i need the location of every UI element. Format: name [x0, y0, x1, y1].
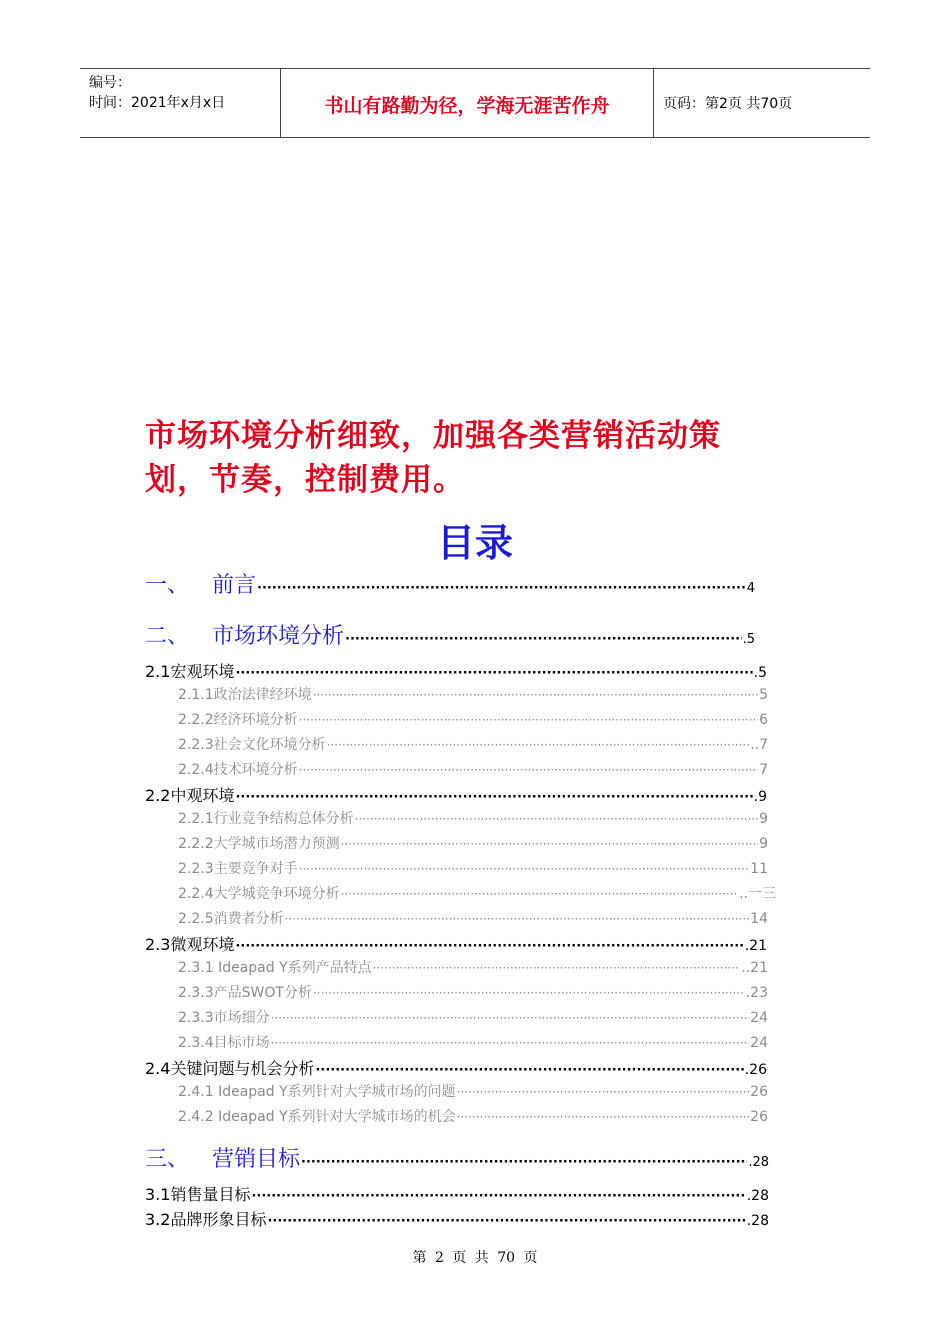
toc-leader-dots	[373, 961, 741, 975]
toc-entry[interactable]	[145, 1142, 769, 1173]
toc-leader-dots	[299, 763, 758, 777]
toc-entry-page: 9	[759, 811, 768, 827]
toc-entry-label: 2.3.1 Ideapad Y系列产品特点	[178, 960, 372, 976]
toc-entry-page: .5	[742, 632, 755, 647]
toc-leader-dots	[313, 688, 758, 702]
toc-leader-dots	[313, 986, 745, 1000]
toc-leader-dots	[327, 738, 750, 752]
toc-leader-dots	[285, 912, 750, 926]
toc-leader-dots	[257, 581, 746, 596]
toc-entry-page: 9	[759, 836, 768, 852]
toc-entry[interactable]	[178, 684, 768, 704]
toc-leader-dots	[301, 1155, 747, 1170]
toc-entry-label: 3.1销售量目标	[145, 1185, 251, 1204]
toc-entry-label: 2.2.2大学城市场潜力预测	[178, 836, 340, 852]
toc-entry-page: 14	[750, 911, 768, 927]
page-footer: 第 2 页 共 70 页	[412, 1250, 538, 1266]
toc-leader-dots	[235, 666, 752, 681]
toc-entry-page: .23	[745, 985, 768, 1001]
headline-line-2: 划，节奏，控制费用。	[145, 462, 465, 498]
toc-entry-page: .28	[746, 1213, 769, 1229]
toc-entry-page: 24	[750, 1035, 768, 1051]
toc-entry-label: 2.4关键问题与机会分析	[145, 1059, 315, 1078]
toc-entry-label: 2.4.1 Ideapad Y系列针对大学城市场的问题	[178, 1084, 456, 1100]
toc-entry-label: 2.1.1政治法律经环境	[178, 687, 312, 703]
toc-entry[interactable]	[178, 734, 768, 754]
serial-label: 编号：	[89, 75, 131, 91]
toc-entry[interactable]	[145, 1182, 769, 1205]
toc-entry-page: 5	[759, 687, 768, 703]
date-line: 时间：2021年x月x日	[89, 95, 226, 111]
toc-entry-label: 2.3.3市场细分	[178, 1010, 270, 1026]
toc-entry[interactable]	[178, 709, 768, 729]
toc-entry-page: 4	[746, 581, 755, 596]
toc-leader-dots	[355, 812, 758, 826]
toc-entry-label: 市场环境分析	[212, 624, 345, 649]
toc-entry[interactable]	[145, 619, 755, 650]
toc-leader-dots	[299, 713, 758, 727]
toc-entry-page: 11	[750, 861, 768, 877]
toc-entry-page: .28	[748, 1155, 769, 1170]
toc-entry[interactable]	[145, 1056, 767, 1079]
headline-line-1: 市场环境分析细致，加强各类营销活动策	[145, 418, 721, 454]
toc-entry-page: ..21	[741, 960, 768, 976]
toc-entry-label: 2.3.3产品SWOT分析	[178, 985, 312, 1001]
toc-leader-dots	[267, 1214, 745, 1229]
toc-entry-label: 2.2.3主要竞争对手	[178, 861, 298, 877]
toc-leader-dots	[271, 1011, 750, 1025]
toc-entry[interactable]	[178, 759, 768, 779]
toc-entry-page: .26	[744, 1062, 767, 1078]
header-page-info: 页码：第2页 共70页	[663, 96, 793, 112]
toc-title: 目录	[436, 521, 513, 565]
toc-entry-page: .28	[746, 1188, 769, 1204]
toc-leader-dots	[235, 939, 743, 954]
toc-leader-dots	[341, 837, 758, 851]
toc-entry-label: 营销目标	[212, 1147, 301, 1172]
toc-entry[interactable]	[178, 1007, 768, 1027]
toc-entry-label: 2.2.2经济环境分析	[178, 712, 298, 728]
toc-entry-label: 2.2.4大学城竞争环境分析	[178, 886, 340, 902]
toc-entry-page: 24	[750, 1010, 768, 1026]
toc-entry[interactable]	[145, 568, 755, 599]
toc-entry-number: 一、	[145, 573, 190, 598]
toc-entry[interactable]	[178, 957, 768, 977]
toc-entry[interactable]	[178, 1106, 768, 1126]
toc-entry[interactable]	[178, 883, 776, 903]
toc-entry-number: 二、	[145, 624, 190, 649]
toc-leader-dots	[345, 632, 742, 647]
toc-leader-dots	[457, 1110, 750, 1124]
toc-entry[interactable]	[178, 808, 768, 828]
toc-entry-label: 2.3.4目标市场	[178, 1035, 270, 1051]
toc-entry[interactable]	[178, 833, 768, 853]
toc-entry-page: .9	[753, 789, 767, 805]
toc-entry[interactable]	[178, 1081, 768, 1101]
toc-entry-label: 2.3微观环境	[145, 935, 235, 954]
toc-entry-page: .21	[744, 938, 767, 954]
toc-entry-label: 2.4.2 Ideapad Y系列针对大学城市场的机会	[178, 1109, 456, 1125]
toc-leader-dots	[251, 1189, 745, 1204]
toc-entry[interactable]	[178, 908, 768, 928]
toc-entry[interactable]	[145, 1207, 769, 1230]
toc-leader-dots	[235, 790, 752, 805]
toc-entry[interactable]	[178, 982, 768, 1002]
toc-entry-label: 2.2中观环境	[145, 786, 235, 805]
toc-entry-page: 26	[750, 1109, 768, 1125]
toc-leader-dots	[341, 887, 738, 901]
toc-entry-page: ..一三	[739, 886, 776, 902]
toc-entry[interactable]	[178, 1032, 768, 1052]
toc-entry-label: 3.2品牌形象目标	[145, 1210, 267, 1229]
toc-entry[interactable]	[145, 659, 767, 682]
toc-entry[interactable]	[145, 783, 767, 806]
toc-entry-page: 26	[750, 1084, 768, 1100]
toc-entry-label: 2.2.1行业竞争结构总体分析	[178, 811, 354, 827]
toc-entry-page: 7	[759, 762, 768, 778]
toc-entry-page: 6	[759, 712, 768, 728]
toc-entry-label: 2.2.4技术环境分析	[178, 762, 298, 778]
toc-leader-dots	[315, 1063, 743, 1078]
toc-leader-dots	[457, 1085, 750, 1099]
header-motto: 书山有路勤为径，学海无涯苦作舟	[281, 69, 654, 137]
toc-entry-label: 2.2.3社会文化环境分析	[178, 737, 326, 753]
toc-entry-label: 2.1宏观环境	[145, 662, 235, 681]
toc-entry-number: 三、	[145, 1147, 190, 1172]
toc-leader-dots	[299, 862, 750, 876]
toc-entry-label: 2.2.5消费者分析	[178, 911, 284, 927]
toc-entry[interactable]	[145, 932, 767, 955]
toc-entry-page: .5	[753, 665, 767, 681]
toc-entry-label: 前言	[212, 573, 257, 598]
toc-entry[interactable]	[178, 858, 768, 878]
toc-entry-page: ..7	[750, 737, 768, 753]
toc-leader-dots	[271, 1036, 750, 1050]
